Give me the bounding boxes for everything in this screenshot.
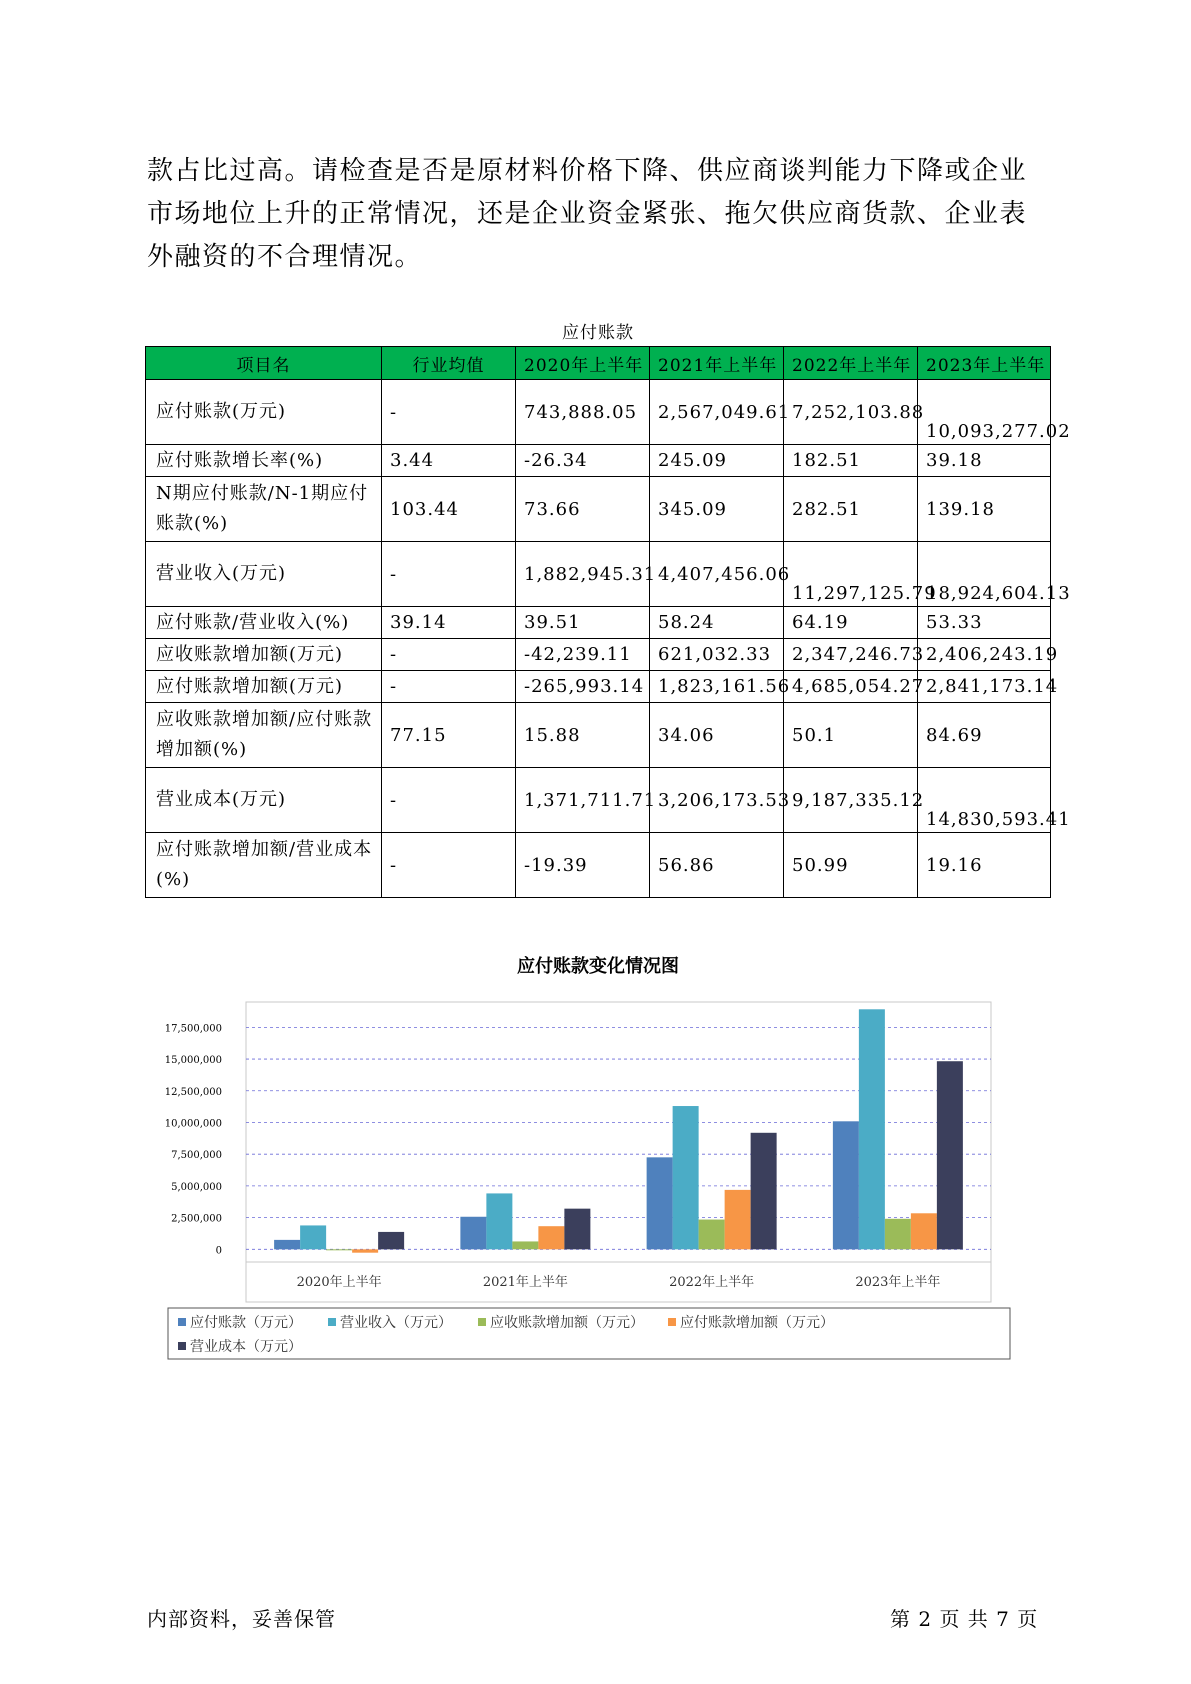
cell: 19.16 — [918, 833, 1051, 898]
y-tick-label: 0 — [215, 1245, 222, 1257]
table-row — [146, 833, 1051, 898]
cell: 4,685,054.27 — [784, 671, 918, 703]
paragraph-line: 市场地位上升的正常情况，还是企业资金紧张、拖欠供应商货款、企业表 — [147, 199, 1028, 229]
payables-chart — [148, 950, 1048, 1410]
row-name: 应收账款增加额(万元) — [146, 639, 382, 671]
bar — [647, 1157, 673, 1249]
cell: - — [382, 671, 516, 703]
y-tick-label: 17,500,000 — [164, 1023, 222, 1035]
cell: 282.51 — [784, 477, 918, 542]
row-name: 营业成本(万元) — [146, 768, 382, 833]
cell: 139.18 — [918, 477, 1051, 542]
y-tick-label: 12,500,000 — [164, 1086, 222, 1098]
cell: 182.51 — [784, 445, 918, 477]
x-tick-label: 2020年上半年 — [296, 1275, 382, 1290]
legend-label: 应收账款增加额（万元） — [490, 1315, 644, 1331]
cell: 1,882,945.31 — [516, 542, 650, 607]
cell: 34.06 — [650, 703, 784, 768]
row-name: N期应付账款/N-1期应付账款(%) — [146, 477, 382, 542]
cell: 743,888.05 — [516, 380, 650, 445]
chart-title: 应付账款变化情况图 — [517, 956, 679, 977]
cell: 84.69 — [918, 703, 1051, 768]
cell: -42,239.11 — [516, 639, 650, 671]
bar — [911, 1213, 937, 1249]
chart-svg — [148, 950, 1048, 1410]
legend-swatch — [178, 1318, 186, 1326]
legend-swatch — [668, 1318, 676, 1326]
x-tick-label: 2021年上半年 — [482, 1275, 568, 1290]
y-tick-label: 10,000,000 — [164, 1118, 222, 1130]
cell: 50.1 — [784, 703, 918, 768]
table-caption: 应付账款 — [562, 323, 634, 343]
cell: 50.99 — [784, 833, 918, 898]
cell: 3,206,173.53 — [650, 768, 784, 833]
payables-table — [145, 346, 1071, 898]
cell: 73.66 — [516, 477, 650, 542]
row-name: 应收账款增加额/应付账款增加额(%) — [146, 703, 382, 768]
legend-swatch — [178, 1342, 186, 1350]
cell: 1,823,161.56 — [650, 671, 784, 703]
cell: 2,347,246.73 — [784, 639, 918, 671]
cell: -26.34 — [516, 445, 650, 477]
table-row — [146, 542, 1051, 607]
cell: 56.86 — [650, 833, 784, 898]
legend-swatch — [328, 1318, 336, 1326]
bar — [300, 1225, 326, 1249]
col-header-2020: 2020年上半年 — [516, 347, 650, 380]
cell: - — [382, 639, 516, 671]
table-row — [146, 639, 1051, 671]
bar — [274, 1240, 300, 1249]
paragraph-line: 外融资的不合理情况。 — [147, 242, 423, 272]
row-name: 应付账款增加额/营业成本(%) — [146, 833, 382, 898]
cell: 621,032.33 — [650, 639, 784, 671]
table-row — [146, 768, 1051, 833]
footer-confidential: 内部资料，妥善保管 — [147, 1607, 336, 1631]
cell: - — [382, 380, 516, 445]
cell: 1,371,711.71 — [516, 768, 650, 833]
cell: 39.14 — [382, 607, 516, 639]
col-header-industry-avg: 行业均值 — [382, 347, 516, 380]
table-row — [146, 671, 1051, 703]
bar — [564, 1209, 590, 1250]
bar — [326, 1249, 352, 1250]
bar — [833, 1121, 859, 1249]
table-row — [146, 703, 1051, 768]
cell: 64.19 — [784, 607, 918, 639]
bar — [460, 1217, 486, 1250]
legend — [178, 1314, 834, 1355]
legend-swatch — [478, 1318, 486, 1326]
col-header-name: 项目名 — [146, 347, 382, 380]
row-name: 应付账款增长率(%) — [146, 445, 382, 477]
cell: 9,187,335.12 — [784, 768, 918, 833]
legend-label: 营业成本（万元） — [190, 1339, 302, 1355]
x-tick-label: 2022年上半年 — [669, 1275, 755, 1290]
cell: 77.15 — [382, 703, 516, 768]
col-header-2021: 2021年上半年 — [650, 347, 784, 380]
cell: 10,093,277.02 — [918, 380, 1051, 445]
bars — [274, 1009, 963, 1252]
cell: 18,924,604.13 — [918, 542, 1051, 607]
cell: - — [382, 542, 516, 607]
cell: 2,841,173.14 — [918, 671, 1051, 703]
bar — [486, 1193, 512, 1249]
cell: 53.33 — [918, 607, 1051, 639]
row-name: 应付账款(万元) — [146, 380, 382, 445]
legend-label: 应付账款增加额（万元） — [680, 1315, 834, 1331]
cell: 39.18 — [918, 445, 1051, 477]
row-name: 应付账款增加额(万元) — [146, 671, 382, 703]
table-row — [146, 477, 1051, 542]
cell: 7,252,103.88 — [784, 380, 918, 445]
cell: 4,407,456.06 — [650, 542, 784, 607]
footer-page-number: 第 2 页 共 7 页 — [890, 1607, 1039, 1631]
cell: 3.44 — [382, 445, 516, 477]
bar — [673, 1106, 699, 1249]
bar — [378, 1232, 404, 1249]
bar — [538, 1226, 564, 1249]
legend-label: 应付账款（万元） — [190, 1315, 302, 1331]
bar — [751, 1133, 777, 1250]
y-tick-label: 5,000,000 — [171, 1181, 222, 1193]
cell: 39.51 — [516, 607, 650, 639]
y-tick-label: 2,500,000 — [171, 1213, 222, 1225]
table-row — [146, 607, 1051, 639]
cell: 11,297,125.79 — [784, 542, 918, 607]
table-header-row — [146, 347, 1051, 380]
cell: 2,567,049.61 — [650, 380, 784, 445]
cell: - — [382, 768, 516, 833]
bar — [885, 1219, 911, 1250]
bar — [859, 1009, 885, 1249]
cell: 345.09 — [650, 477, 784, 542]
legend-label: 营业收入（万元） — [340, 1315, 452, 1331]
cell: 15.88 — [516, 703, 650, 768]
y-tick-label: 15,000,000 — [164, 1055, 222, 1067]
cell: 103.44 — [382, 477, 516, 542]
bar — [512, 1241, 538, 1249]
y-axis-ticks — [165, 1023, 222, 1256]
cell: -19.39 — [516, 833, 650, 898]
cell: 14,830,593.41 — [918, 768, 1051, 833]
bar — [937, 1061, 963, 1249]
x-axis-labels — [297, 1274, 941, 1290]
cell: 58.24 — [650, 607, 784, 639]
table-row — [146, 380, 1051, 445]
table-row — [146, 445, 1051, 477]
x-tick-label: 2023年上半年 — [855, 1275, 941, 1290]
body-paragraph — [147, 150, 1047, 279]
cell: - — [382, 833, 516, 898]
cell: 2,406,243.19 — [918, 639, 1051, 671]
col-header-2023: 2023年上半年 — [918, 347, 1051, 380]
bar — [699, 1220, 725, 1250]
cell: 245.09 — [650, 445, 784, 477]
paragraph-line: 款占比过高。请检查是否是原材料价格下降、供应商谈判能力下降或企业 — [147, 156, 1028, 186]
col-header-2022: 2022年上半年 — [784, 347, 918, 380]
row-name: 应付账款/营业收入(%) — [146, 607, 382, 639]
bar — [352, 1249, 378, 1252]
cell: -265,993.14 — [516, 671, 650, 703]
row-name: 营业收入(万元) — [146, 542, 382, 607]
y-tick-label: 7,500,000 — [171, 1150, 222, 1162]
bar — [725, 1190, 751, 1249]
